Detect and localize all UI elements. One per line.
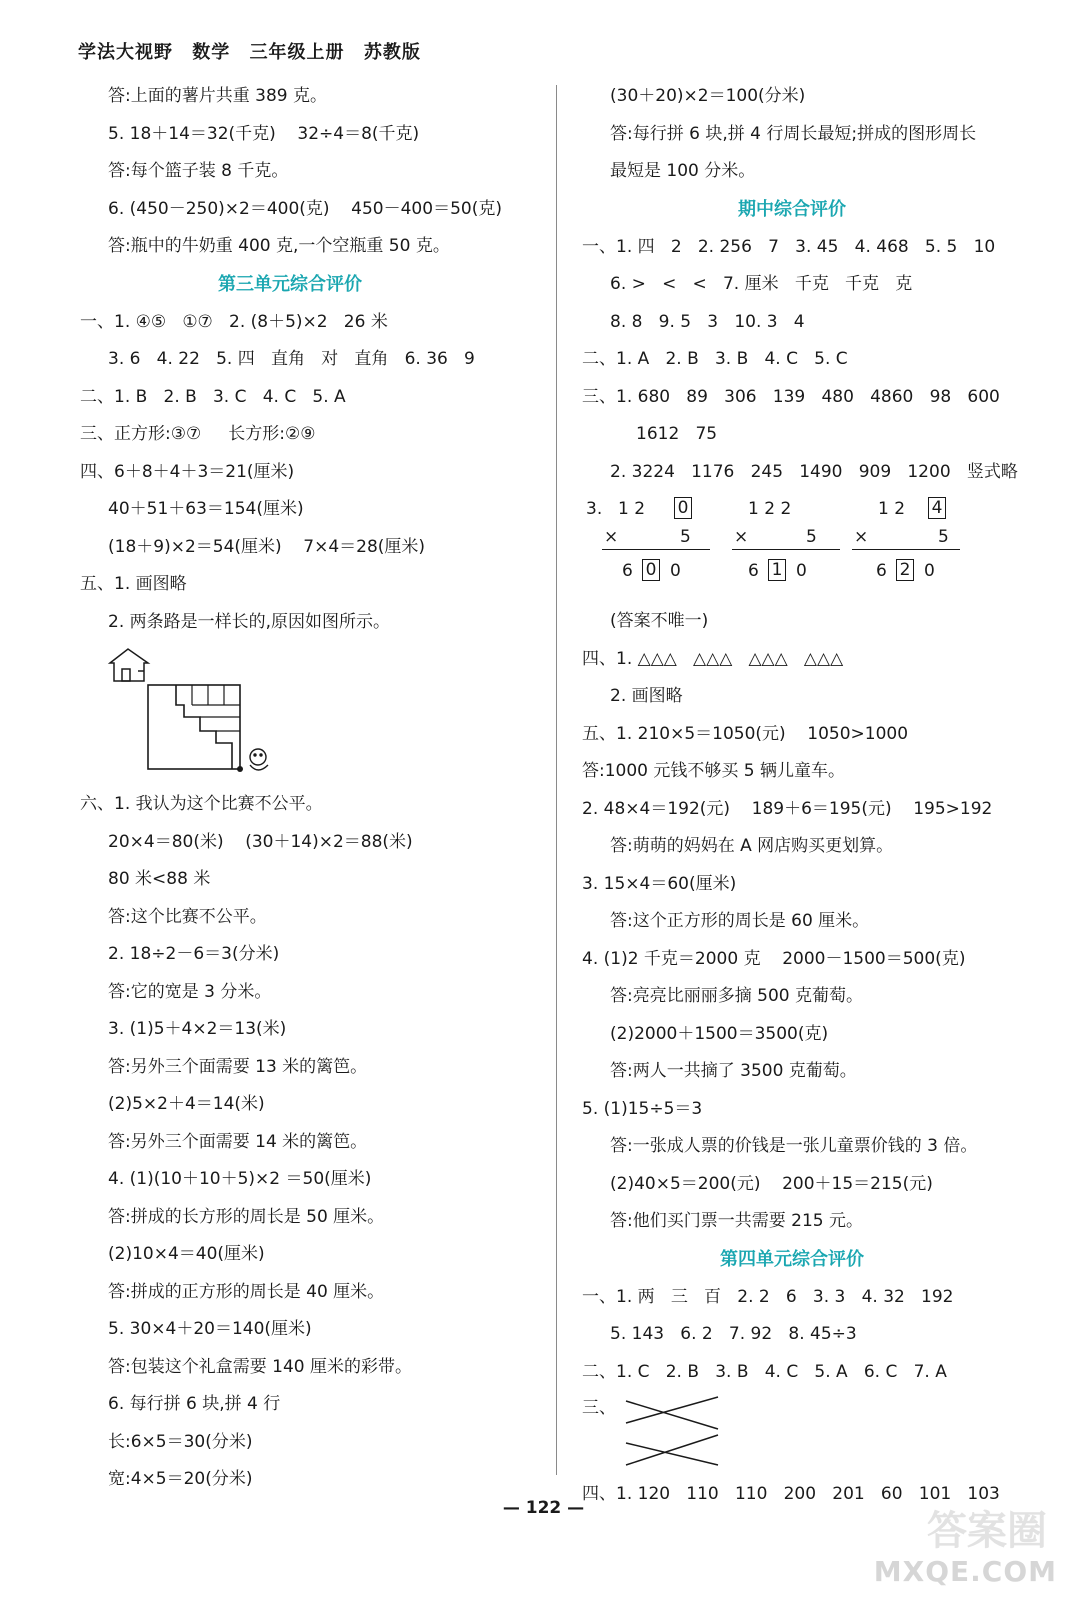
watermark-logo: 答案圈	[927, 1508, 1047, 1554]
book-header	[78, 38, 421, 64]
answer-line: 答:每行拼 6 块,拼 4 行周长最短;拼成的图形周长	[610, 123, 977, 144]
answer-line: 2. 画图略	[610, 686, 683, 706]
answer-line: 一、1. 四 2 2. 256 7 3. 45 4. 468 5. 5 10	[582, 236, 996, 257]
answer-line: 4. (1)2 千克＝2000 克 2000－1500＝500(克)	[582, 948, 966, 969]
answer-line: 答:瓶中的牛奶重 400 克,一个空瓶重 50 克。	[108, 236, 450, 256]
answer-line: 5. (1)15÷5＝3	[582, 1098, 703, 1119]
matching-lines	[618, 1391, 798, 1471]
answer-line: 三、正方形:③⑦ 长方形:②⑨	[80, 424, 316, 444]
section-title-unit4: 第四单元综合评价	[720, 1248, 864, 1270]
mult-top: 1 2 2	[748, 499, 792, 519]
multiplier: 5	[938, 527, 949, 547]
answer-line: 答:萌萌的妈妈在 A 网店购买更划算。	[610, 836, 894, 856]
answer-line: 40＋51＋63＝154(厘米)	[108, 499, 304, 519]
answer-line: 长:6×5＝30(分米)	[108, 1431, 253, 1452]
right-column	[582, 78, 1042, 1514]
answer-line: 最短是 100 分米。	[610, 161, 756, 181]
times-sign: ×	[604, 527, 619, 547]
answer-line: (2)40×5＝200(元) 200＋15＝215(元)	[610, 1173, 933, 1194]
answer-line: 答:他们买门票一共需要 215 元。	[610, 1211, 863, 1231]
rule-line	[602, 549, 710, 550]
missing-digit-box: 1	[768, 559, 786, 581]
question-number: 三、	[582, 1398, 616, 1418]
answer-line: (18＋9)×2＝54(厘米) 7×4＝28(厘米)	[108, 536, 426, 557]
house-icon	[110, 649, 148, 681]
answer-line: 答:拼成的长方形的周长是 50 厘米。	[108, 1206, 385, 1227]
answer-line: 二、1. B 2. B 3. C 4. C 5. A	[80, 386, 346, 407]
answer-line: 4. (1)(10＋10＋5)×2 ＝50(厘米)	[108, 1169, 372, 1189]
answer-line: 四、1. 120 110 110 200 201 60 101 103	[582, 1484, 1000, 1504]
section-title-midterm: 期中综合评价	[738, 198, 846, 220]
answer-line: 2. 3224 1176 245 1490 909 1200 竖式略	[610, 461, 1018, 482]
answer-line: 答:亮亮比丽丽多摘 500 克葡萄。	[610, 986, 863, 1006]
answer-line: 5. 143 6. 2 7. 92 8. 45÷3	[610, 1324, 857, 1344]
answer-line: 一、1. ④⑤ ①⑦ 2. (8＋5)×2 26 米	[80, 311, 388, 332]
multiplier: 5	[806, 527, 817, 547]
answer-line: 六、1. 我认为这个比赛不公平。	[80, 794, 323, 814]
multiplier: 5	[680, 527, 691, 547]
missing-digit-box: 4	[928, 497, 946, 519]
product-digit: 0	[796, 561, 807, 581]
matching-answer	[582, 1391, 1042, 1476]
watermark-url: MXQE.COM	[873, 1555, 1057, 1588]
product-digit: 0	[924, 561, 935, 581]
missing-digit-box: 2	[896, 559, 914, 581]
product-digit: 6	[876, 561, 887, 581]
answer-line: 6. (450－250)×2＝400(克) 450－400＝50(克)	[108, 198, 502, 219]
answer-line: 5. 30×4＋20＝140(厘米)	[108, 1319, 312, 1339]
answer-line: (答案不唯一)	[610, 611, 709, 631]
product-digit: 6	[622, 561, 633, 581]
answer-line: 答:1000 元钱不够买 5 辆儿童车。	[582, 761, 846, 781]
times-sign: ×	[854, 527, 869, 547]
rule-line	[732, 549, 840, 550]
answer-line: 答:一张成人票的价钱是一张儿童票价钱的 3 倍。	[610, 1136, 978, 1156]
missing-digit-box: 0	[674, 497, 692, 519]
product-digit: 0	[670, 561, 681, 581]
product-digit: 6	[748, 561, 759, 581]
answer-line: 答:另外三个面需要 14 米的篱笆。	[108, 1131, 368, 1152]
answer-line: 2. 18÷2－6＝3(分米)	[108, 944, 280, 964]
rule-line	[852, 549, 960, 550]
answer-line: (2)2000＋1500＝3500(克)	[610, 1023, 829, 1044]
answer-line: 3. 6 4. 22 5. 四 直角 对 直角 6. 36 9	[108, 349, 475, 369]
answer-line: 二、1. C 2. B 3. B 4. C 5. A 6. C 7. A	[582, 1361, 947, 1382]
answer-line: 五、1. 画图略	[80, 574, 187, 594]
answer-line: 四、1. △△△ △△△ △△△ △△△	[582, 648, 844, 669]
path-diagram	[80, 641, 540, 786]
answer-line: (30＋20)×2＝100(分米)	[610, 86, 806, 106]
answer-line: 3. 15×4＝60(厘米)	[582, 873, 737, 894]
column-divider	[556, 85, 557, 1475]
answer-line: 五、1. 210×5＝1050(元) 1050>1000	[582, 723, 909, 744]
times-sign: ×	[734, 527, 749, 547]
answer-line: 答:它的宽是 3 分米。	[108, 981, 272, 1002]
child-icon	[250, 749, 268, 770]
answer-line: 一、1. 两 三 百 2. 2 6 3. 3 4. 32 192	[582, 1286, 954, 1307]
answer-line: 8. 8 9. 5 3 10. 3 4	[610, 311, 805, 332]
answer-line: 四、6＋8＋4＋3＝21(厘米)	[80, 461, 295, 482]
answer-line: 3. (1)5＋4×2＝13(米)	[108, 1019, 287, 1039]
answer-line: 答:这个比赛不公平。	[108, 906, 267, 927]
header-grade: 三年级上册	[249, 42, 345, 63]
answer-line: 2. 48×4＝192(元) 189＋6＝195(元) 195>192	[582, 798, 993, 819]
answer-line: 答:每个篮子装 8 千克。	[108, 161, 289, 181]
question-number: 3.	[586, 499, 603, 519]
answer-line: 二、1. A 2. B 3. B 4. C 5. C	[582, 349, 848, 369]
answer-line: 5. 18＋14＝32(千克) 32÷4＝8(千克)	[108, 123, 420, 144]
left-column	[80, 78, 540, 1499]
answer-line: 答:这个正方形的周长是 60 厘米。	[610, 911, 870, 931]
answer-line: 1612 75	[636, 424, 718, 444]
header-subject: 数学	[192, 42, 231, 63]
answer-line: 答:两人一共摘了 3500 克葡萄。	[610, 1061, 857, 1081]
missing-digit-box: 0	[642, 559, 660, 581]
route-outer-rect	[148, 685, 240, 769]
page-number: — 122 —	[502, 1498, 585, 1518]
answer-line: 三、1. 680 89 306 139 480 4860 98 600	[582, 386, 1000, 407]
mult-top: 1 2	[618, 499, 646, 519]
header-edition: 苏教版	[363, 42, 421, 63]
answer-line: 6. > < < 7. 厘米 千克 千克 克	[610, 274, 913, 294]
answer-line: 答:包装这个礼盒需要 140 厘米的彩带。	[108, 1356, 412, 1377]
answer-line: 20×4＝80(米) (30＋14)×2＝88(米)	[108, 831, 413, 852]
multiplication-puzzles	[582, 491, 1042, 603]
answer-line: (2)10×4＝40(厘米)	[108, 1244, 265, 1264]
answer-line: 80 米<88 米	[108, 869, 211, 889]
answer-line: 答:上面的薯片共重 389 克。	[108, 86, 327, 106]
answer-line: 答:另外三个面需要 13 米的篱笆。	[108, 1056, 368, 1077]
section-title-unit3: 第三单元综合评价	[218, 273, 362, 295]
answer-line: (2)5×2＋4＝14(米)	[108, 1094, 265, 1114]
answer-line: 答:拼成的正方形的周长是 40 厘米。	[108, 1281, 385, 1302]
header-book: 学法大视野	[78, 42, 173, 63]
answer-line: 6. 每行拼 6 块,拼 4 行	[108, 1394, 281, 1414]
answer-line: 宽:4×5＝20(分米)	[108, 1469, 253, 1489]
answer-line: 2. 两条路是一样长的,原因如图所示。	[108, 611, 391, 632]
mult-top: 1 2	[878, 499, 906, 519]
path-diagram-svg	[80, 641, 280, 781]
